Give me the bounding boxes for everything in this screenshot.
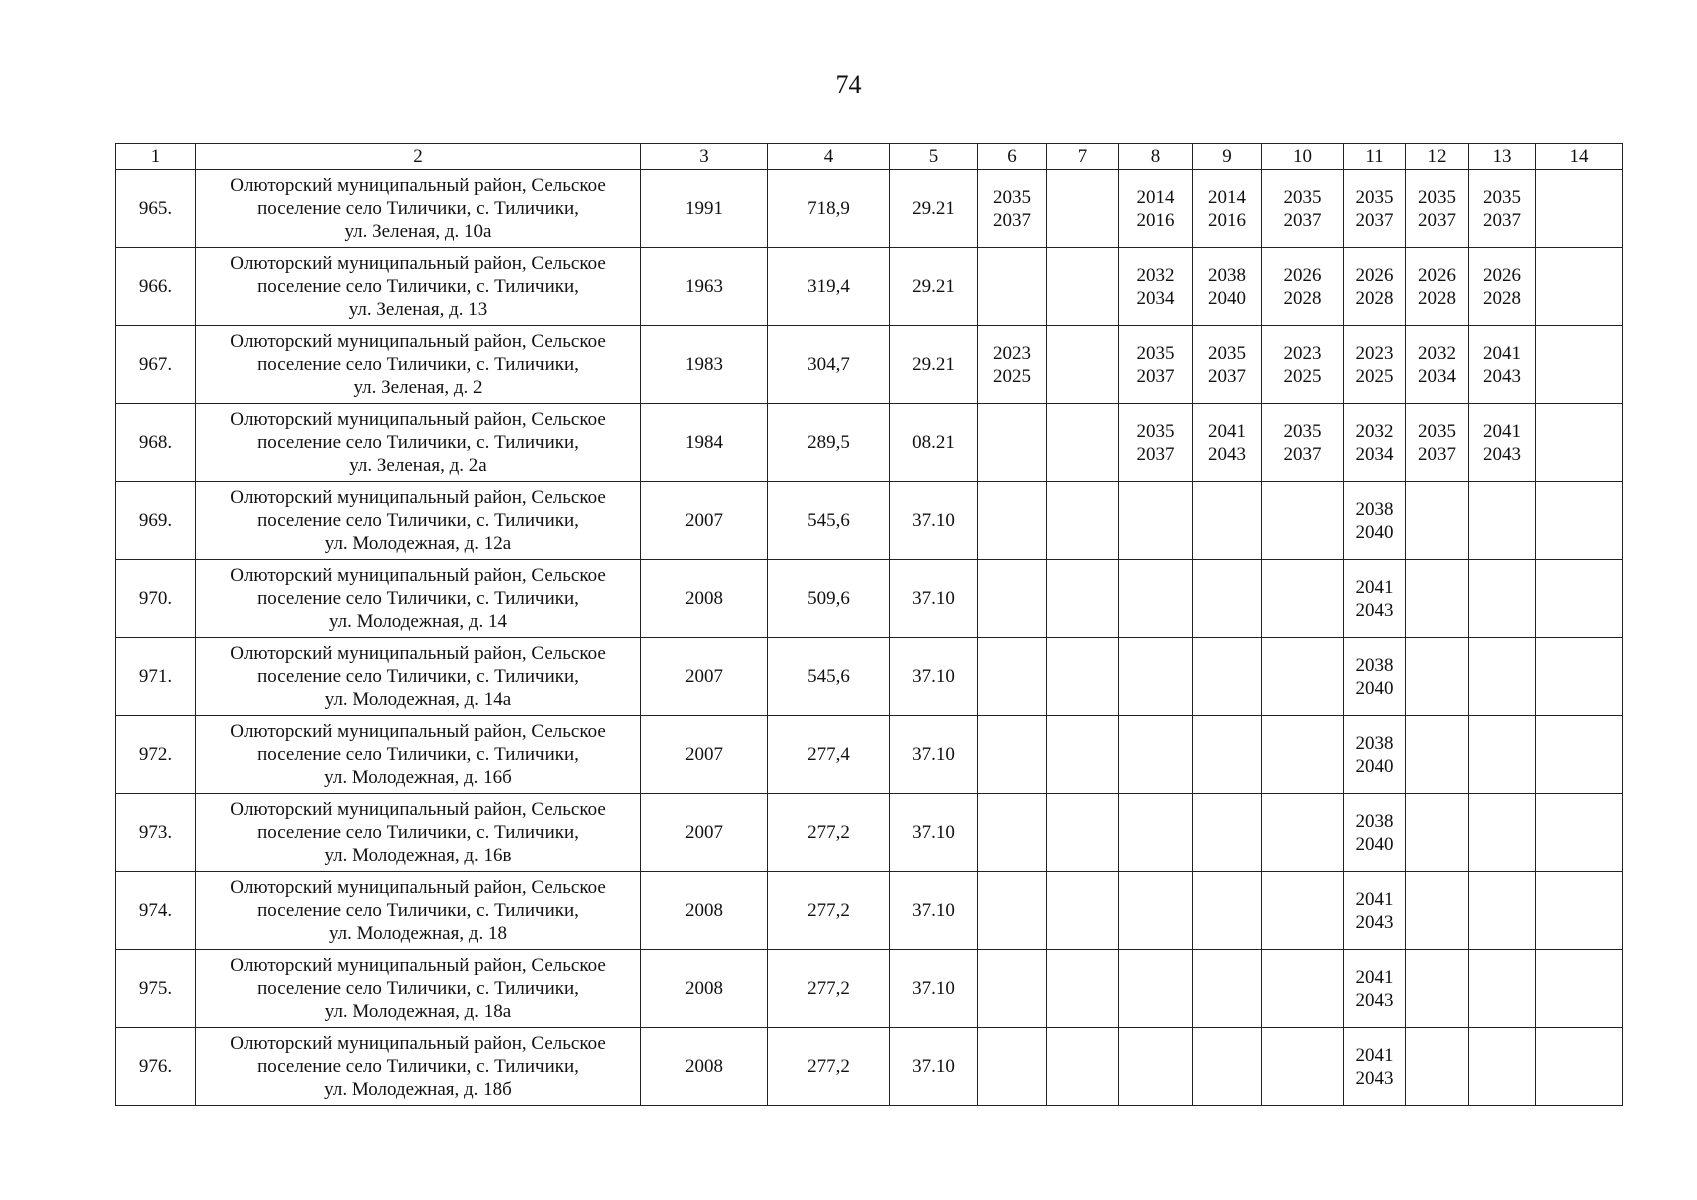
address-cell: Олюторский муниципальный район, Сельское поселение село Тиличики, с. Тиличики, ул. Молодежная, д. 16в	[196, 794, 641, 872]
construction-year-cell: 1983	[641, 326, 768, 404]
column-11-cell: 2038 2040	[1344, 638, 1406, 716]
construction-year-cell: 2007	[641, 482, 768, 560]
column-11-cell: 2035 2037	[1344, 170, 1406, 248]
column-10-cell: 2035 2037	[1262, 404, 1344, 482]
area-cell: 718,9	[768, 170, 890, 248]
column-10-cell	[1262, 872, 1344, 950]
area-cell: 509,6	[768, 560, 890, 638]
construction-year-cell: 2007	[641, 716, 768, 794]
column-11-cell: 2041 2043	[1344, 560, 1406, 638]
column-8-cell: 2035 2037	[1119, 326, 1193, 404]
code-cell: 37.10	[890, 872, 978, 950]
area-cell: 277,2	[768, 872, 890, 950]
column-7-cell	[1047, 794, 1119, 872]
table-row	[116, 950, 1623, 1028]
column-14-cell	[1536, 404, 1623, 482]
column-6-cell	[978, 248, 1047, 326]
column-11-cell: 2032 2034	[1344, 404, 1406, 482]
construction-year-cell: 1984	[641, 404, 768, 482]
column-8-cell	[1119, 716, 1193, 794]
column-header: 10	[1262, 144, 1344, 170]
column-9-cell	[1193, 950, 1262, 1028]
row-number-cell: 970.	[116, 560, 196, 638]
column-header: 11	[1344, 144, 1406, 170]
table-row	[116, 170, 1623, 248]
address-cell: Олюторский муниципальный район, Сельское поселение село Тиличики, с. Тиличики, ул. Зеленая, д. 13	[196, 248, 641, 326]
column-header: 14	[1536, 144, 1623, 170]
column-header: 1	[116, 144, 196, 170]
area-cell: 545,6	[768, 482, 890, 560]
construction-year-cell: 2008	[641, 950, 768, 1028]
column-7-cell	[1047, 170, 1119, 248]
column-6-cell: 2023 2025	[978, 326, 1047, 404]
column-9-cell	[1193, 872, 1262, 950]
column-10-cell	[1262, 1028, 1344, 1106]
column-header: 4	[768, 144, 890, 170]
column-header: 8	[1119, 144, 1193, 170]
column-12-cell	[1406, 950, 1469, 1028]
column-8-cell: 2014 2016	[1119, 170, 1193, 248]
column-7-cell	[1047, 248, 1119, 326]
column-header: 9	[1193, 144, 1262, 170]
address-cell: Олюторский муниципальный район, Сельское поселение село Тиличики, с. Тиличики, ул. Зеленая, д. 10а	[196, 170, 641, 248]
column-8-cell	[1119, 950, 1193, 1028]
area-cell: 277,2	[768, 950, 890, 1028]
area-cell: 545,6	[768, 638, 890, 716]
column-14-cell	[1536, 872, 1623, 950]
page-number: 74	[835, 70, 862, 99]
row-number-cell: 974.	[116, 872, 196, 950]
table-row	[116, 872, 1623, 950]
table-row	[116, 638, 1623, 716]
column-8-cell	[1119, 638, 1193, 716]
construction-year-cell: 2007	[641, 638, 768, 716]
table-body	[116, 170, 1623, 1106]
row-number-cell: 976.	[116, 1028, 196, 1106]
column-13-cell: 2041 2043	[1469, 326, 1536, 404]
column-11-cell: 2041 2043	[1344, 950, 1406, 1028]
column-12-cell	[1406, 560, 1469, 638]
column-14-cell	[1536, 950, 1623, 1028]
column-7-cell	[1047, 560, 1119, 638]
table-row	[116, 248, 1623, 326]
column-9-cell: 2014 2016	[1193, 170, 1262, 248]
column-14-cell	[1536, 326, 1623, 404]
row-number-cell: 975.	[116, 950, 196, 1028]
column-9-cell	[1193, 482, 1262, 560]
column-13-cell: 2041 2043	[1469, 404, 1536, 482]
column-11-cell: 2041 2043	[1344, 1028, 1406, 1106]
column-11-cell: 2041 2043	[1344, 872, 1406, 950]
column-8-cell	[1119, 482, 1193, 560]
column-14-cell	[1536, 716, 1623, 794]
column-9-cell	[1193, 1028, 1262, 1106]
area-cell: 304,7	[768, 326, 890, 404]
code-cell: 37.10	[890, 560, 978, 638]
row-number-cell: 968.	[116, 404, 196, 482]
column-6-cell	[978, 950, 1047, 1028]
column-9-cell: 2041 2043	[1193, 404, 1262, 482]
column-12-cell	[1406, 794, 1469, 872]
code-cell: 29.21	[890, 248, 978, 326]
column-6-cell	[978, 638, 1047, 716]
column-12-cell: 2032 2034	[1406, 326, 1469, 404]
address-cell: Олюторский муниципальный район, Сельское поселение село Тиличики, с. Тиличики, ул. Зеленая, д. 2а	[196, 404, 641, 482]
code-cell: 37.10	[890, 716, 978, 794]
row-number-cell: 965.	[116, 170, 196, 248]
column-9-cell	[1193, 716, 1262, 794]
table-row	[116, 482, 1623, 560]
column-8-cell	[1119, 794, 1193, 872]
column-13-cell	[1469, 716, 1536, 794]
column-13-cell	[1469, 560, 1536, 638]
column-10-cell	[1262, 482, 1344, 560]
column-11-cell: 2026 2028	[1344, 248, 1406, 326]
column-header: 5	[890, 144, 978, 170]
row-number-cell: 967.	[116, 326, 196, 404]
housing-register-table	[115, 143, 1623, 1106]
column-14-cell	[1536, 560, 1623, 638]
column-12-cell	[1406, 716, 1469, 794]
code-cell: 08.21	[890, 404, 978, 482]
row-number-cell: 969.	[116, 482, 196, 560]
column-8-cell: 2032 2034	[1119, 248, 1193, 326]
column-7-cell	[1047, 716, 1119, 794]
column-11-cell: 2023 2025	[1344, 326, 1406, 404]
area-cell: 277,2	[768, 1028, 890, 1106]
column-11-cell: 2038 2040	[1344, 482, 1406, 560]
row-number-cell: 972.	[116, 716, 196, 794]
column-6-cell	[978, 1028, 1047, 1106]
column-6-cell	[978, 872, 1047, 950]
area-cell: 289,5	[768, 404, 890, 482]
column-6-cell	[978, 794, 1047, 872]
column-10-cell	[1262, 560, 1344, 638]
column-9-cell	[1193, 560, 1262, 638]
column-6-cell: 2035 2037	[978, 170, 1047, 248]
column-8-cell	[1119, 872, 1193, 950]
column-10-cell	[1262, 716, 1344, 794]
code-cell: 37.10	[890, 638, 978, 716]
column-6-cell	[978, 560, 1047, 638]
column-header: 2	[196, 144, 641, 170]
column-7-cell	[1047, 872, 1119, 950]
area-cell: 319,4	[768, 248, 890, 326]
table-row	[116, 1028, 1623, 1106]
table-row	[116, 716, 1623, 794]
column-14-cell	[1536, 482, 1623, 560]
column-9-cell: 2038 2040	[1193, 248, 1262, 326]
column-10-cell: 2023 2025	[1262, 326, 1344, 404]
column-14-cell	[1536, 794, 1623, 872]
column-11-cell: 2038 2040	[1344, 794, 1406, 872]
address-cell: Олюторский муниципальный район, Сельское поселение село Тиличики, с. Тиличики, ул. Молодежная, д. 18	[196, 872, 641, 950]
column-6-cell	[978, 482, 1047, 560]
table-row	[116, 326, 1623, 404]
row-number-cell: 966.	[116, 248, 196, 326]
column-12-cell: 2035 2037	[1406, 170, 1469, 248]
address-cell: Олюторский муниципальный район, Сельское поселение село Тиличики, с. Тиличики, ул. Молодежная, д. 14а	[196, 638, 641, 716]
column-header: 3	[641, 144, 768, 170]
column-8-cell	[1119, 1028, 1193, 1106]
column-13-cell	[1469, 1028, 1536, 1106]
column-13-cell: 2035 2037	[1469, 170, 1536, 248]
column-13-cell	[1469, 872, 1536, 950]
column-7-cell	[1047, 404, 1119, 482]
column-header: 6	[978, 144, 1047, 170]
column-9-cell	[1193, 794, 1262, 872]
row-number-cell: 973.	[116, 794, 196, 872]
code-cell: 37.10	[890, 482, 978, 560]
address-cell: Олюторский муниципальный район, Сельское поселение село Тиличики, с. Тиличики, ул. Молодежная, д. 16б	[196, 716, 641, 794]
column-13-cell	[1469, 482, 1536, 560]
column-10-cell	[1262, 638, 1344, 716]
table-row	[116, 560, 1623, 638]
code-cell: 37.10	[890, 794, 978, 872]
address-cell: Олюторский муниципальный район, Сельское поселение село Тиличики, с. Тиличики, ул. Молодежная, д. 18б	[196, 1028, 641, 1106]
column-11-cell: 2038 2040	[1344, 716, 1406, 794]
column-14-cell	[1536, 170, 1623, 248]
column-7-cell	[1047, 1028, 1119, 1106]
column-8-cell	[1119, 560, 1193, 638]
address-cell: Олюторский муниципальный район, Сельское поселение село Тиличики, с. Тиличики, ул. Молодежная, д. 18а	[196, 950, 641, 1028]
column-header: 7	[1047, 144, 1119, 170]
column-6-cell	[978, 716, 1047, 794]
code-cell: 29.21	[890, 170, 978, 248]
table-row	[116, 404, 1623, 482]
column-10-cell: 2026 2028	[1262, 248, 1344, 326]
area-cell: 277,4	[768, 716, 890, 794]
column-6-cell	[978, 404, 1047, 482]
row-number-cell: 971.	[116, 638, 196, 716]
column-13-cell: 2026 2028	[1469, 248, 1536, 326]
column-13-cell	[1469, 950, 1536, 1028]
column-12-cell	[1406, 872, 1469, 950]
column-7-cell	[1047, 638, 1119, 716]
address-cell: Олюторский муниципальный район, Сельское поселение село Тиличики, с. Тиличики, ул. Молодежная, д. 12а	[196, 482, 641, 560]
column-13-cell	[1469, 794, 1536, 872]
construction-year-cell: 1963	[641, 248, 768, 326]
column-12-cell	[1406, 482, 1469, 560]
column-10-cell: 2035 2037	[1262, 170, 1344, 248]
construction-year-cell: 2007	[641, 794, 768, 872]
column-14-cell	[1536, 638, 1623, 716]
column-7-cell	[1047, 482, 1119, 560]
construction-year-cell: 2008	[641, 1028, 768, 1106]
construction-year-cell: 2008	[641, 560, 768, 638]
code-cell: 37.10	[890, 950, 978, 1028]
column-10-cell	[1262, 950, 1344, 1028]
construction-year-cell: 1991	[641, 170, 768, 248]
column-8-cell: 2035 2037	[1119, 404, 1193, 482]
table-row	[116, 794, 1623, 872]
code-cell: 37.10	[890, 1028, 978, 1106]
area-cell: 277,2	[768, 794, 890, 872]
column-9-cell: 2035 2037	[1193, 326, 1262, 404]
column-13-cell	[1469, 638, 1536, 716]
address-cell: Олюторский муниципальный район, Сельское поселение село Тиличики, с. Тиличики, ул. Молодежная, д. 14	[196, 560, 641, 638]
column-12-cell	[1406, 638, 1469, 716]
column-14-cell	[1536, 1028, 1623, 1106]
code-cell: 29.21	[890, 326, 978, 404]
column-header: 13	[1469, 144, 1536, 170]
address-cell: Олюторский муниципальный район, Сельское поселение село Тиличики, с. Тиличики, ул. Зеленая, д. 2	[196, 326, 641, 404]
column-12-cell: 2035 2037	[1406, 404, 1469, 482]
column-7-cell	[1047, 950, 1119, 1028]
column-header: 12	[1406, 144, 1469, 170]
column-12-cell: 2026 2028	[1406, 248, 1469, 326]
column-7-cell	[1047, 326, 1119, 404]
column-9-cell	[1193, 638, 1262, 716]
column-12-cell	[1406, 1028, 1469, 1106]
column-number-row	[116, 144, 1623, 170]
column-10-cell	[1262, 794, 1344, 872]
column-14-cell	[1536, 248, 1623, 326]
construction-year-cell: 2008	[641, 872, 768, 950]
